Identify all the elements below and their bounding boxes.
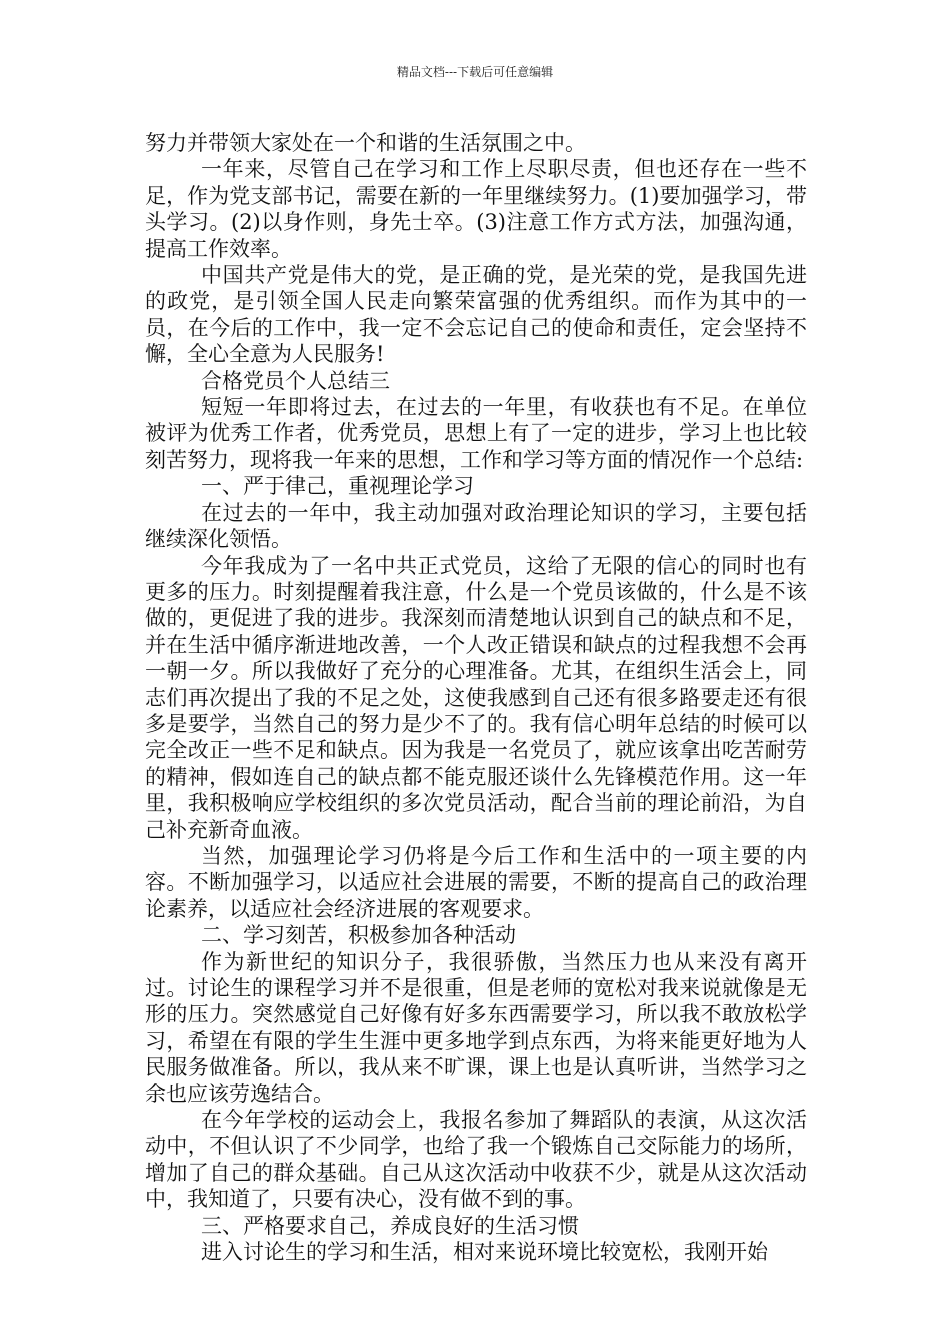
paragraph: 当然，加强理论学习仍将是今后工作和生活中的一项主要的内容。不断加强学习，以适应社会进展的需要，不断的提高自己的政治理论素养，以适应社会经济进展的客观要求。 bbox=[145, 843, 807, 921]
paragraph: 一年来，尽管自己在学习和工作上尽职尽责，但也还存在一些不足，作为党支部书记，需要在新的一年里继续努力。(1)要加强学习，带头学习。(2)以身作则，身先士卒。(3)注意工作方式方法，加强沟通，提高工作效率。 bbox=[145, 157, 807, 261]
page-header: 精品文档---下载后可任意编辑 bbox=[396, 65, 554, 79]
paragraph: 中国共产党是伟大的党，是正确的党，是光荣的党，是我国先进的政党，是引领全国人民走向繁荣富强的优秀组织。而作为其中的一员，在今后的工作中，我一定不会忘记自己的使命和责任，定会坚持不懈，全心全意为人民服务! bbox=[145, 263, 807, 367]
paragraph: 作为新世纪的知识分子，我很骄傲，当然压力也从来没有离开过。讨论生的课程学习并不是很重，但是老师的宽松对我来说就像是无形的压力。突然感觉自己好像有好多东西需要学习，所以我不敢放松学习，希望在有限的学生生涯中更多地学到点东西，为将来能更好地为人民服务做准备。所以，我从来不旷课，课上也是认真听讲，当然学习之余也应该劳逸结合。 bbox=[145, 949, 807, 1106]
section-title: 合格党员个人总结三 bbox=[201, 368, 390, 393]
paragraph: 在今年学校的运动会上，我报名参加了舞蹈队的表演，从这次活动中，不但认识了不少同学，也给了我一个锻炼自己交际能力的场所，增加了自己的群众基础。自己从这次活动中收获不少，就是从这次活动中，我知道了，只要有决心，没有做不到的事。 bbox=[145, 1108, 807, 1212]
paragraph: 短短一年即将过去，在过去的一年里，有收获也有不足。在单位被评为优秀工作者，优秀党员，思想上有了一定的进步，学习上也比较刻苦努力，现将我一年来的思想，工作和学习等方面的情况作一个总结: bbox=[145, 395, 807, 472]
document-body bbox=[145, 130, 807, 1265]
section-heading: 一、严于律己，重视理论学习 bbox=[201, 474, 474, 499]
paragraph: 努力并带领大家处在一个和谐的生活氛围之中。 bbox=[145, 131, 586, 155]
paragraph: 进入讨论生的学习和生活，相对来说环境比较宽松，我刚开始 bbox=[201, 1240, 768, 1265]
paragraph: 今年我成为了一名中共正式党员，这给了无限的信心的同时也有更多的压力。时刻提醒着我注意，什么是一个党员该做的，什么是不该做的，更促进了我的进步。我深刻而清楚地认识到自己的缺点和不足，并在生活中循序渐进地改善，一个人改正错误和缺点的过程我想不会再一朝一夕。所以我做好了充分的心理准备。尤其，在组织生活会上，同志们再次提出了我的不足之处，这使我感到自己还有很多路要走还有很多是要学，当然自己的努力是少不了的。我有信心明年总结的时候可以完全改正一些不足和缺点。因为我是一名党员了，就应该拿出吃苦耐劳的精神，假如连自己的缺点都不能克服还谈什么先锋模范作用。这一年里，我积极响应学校组织的多次党员活动，配合当前的理论前沿，为自己补充新奇血液。 bbox=[145, 553, 807, 842]
paragraph: 在过去的一年中，我主动加强对政治理论知识的学习，主要包括继续深化领悟。 bbox=[145, 500, 807, 552]
section-heading: 二、学习刻苦，积极参加各种活动 bbox=[201, 923, 516, 948]
section-heading: 三、严格要求自己，养成良好的生活习惯 bbox=[201, 1213, 579, 1238]
